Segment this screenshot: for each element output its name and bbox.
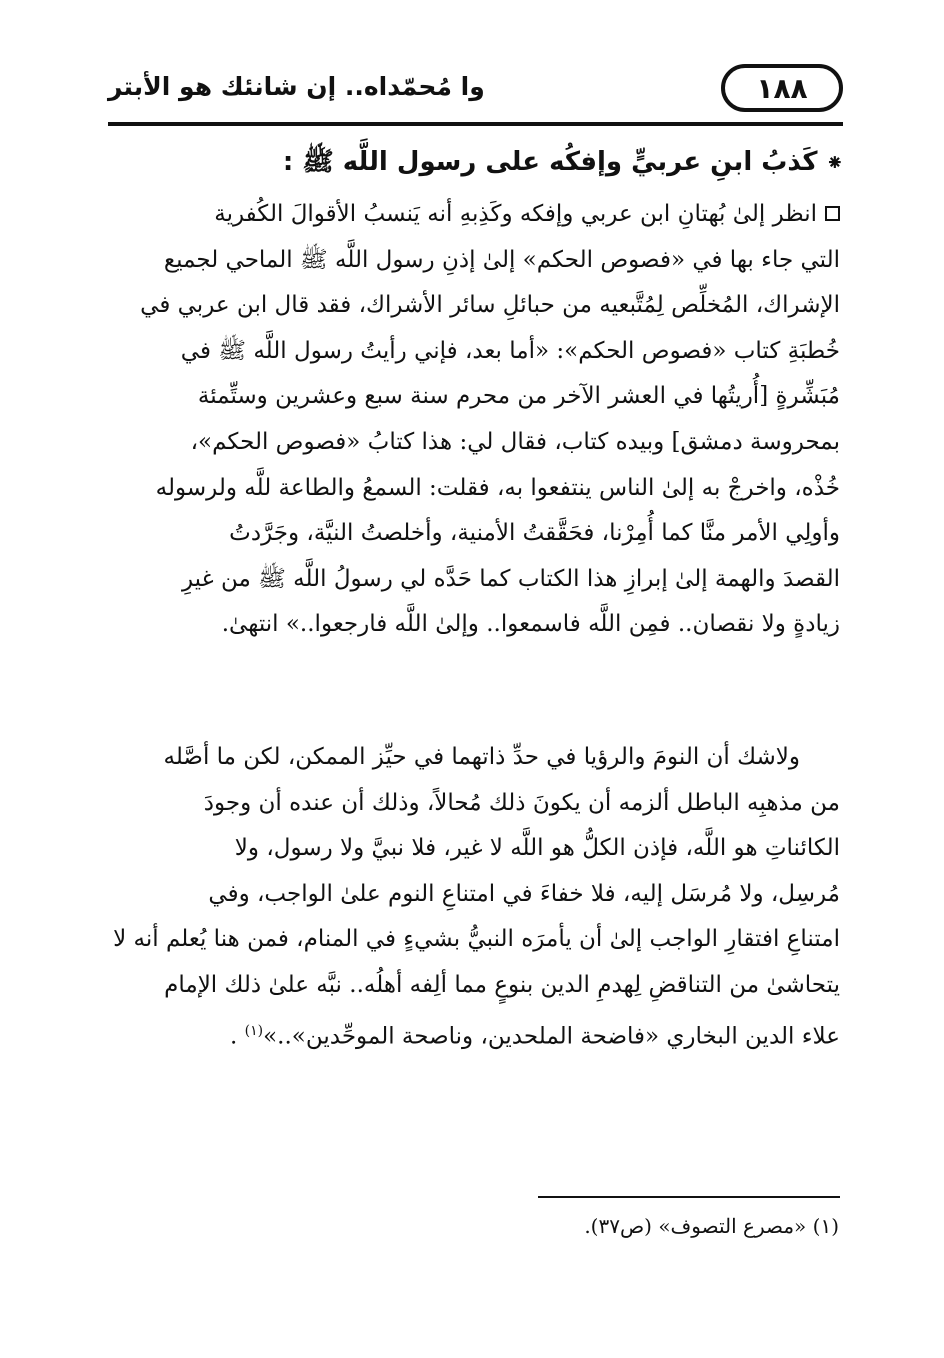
text-line: مُرسِل، ولا مُرسَل إليه، فلا خفاءَ في امتناعِ النوم علىٰ الواجب، وفي [208, 880, 840, 907]
header-title: وا مُحمّداه.. إن شانئك هو الأبتر [108, 72, 485, 101]
header-rule [108, 122, 843, 126]
text-line: بمحروسة دمشق] وبيده كتاب، فقال لي: هذا كتابُ «فصوص الحكم»، [190, 428, 840, 455]
footnote-reference: (١) [244, 1022, 264, 1039]
text-line: مُبَشِّرةٍ [أُريتُها في العشر الآخر من محرم سنة سبع وعشرين وستِّمئة [197, 383, 840, 410]
text-line [104, 1009, 840, 1060]
text-line: الكائناتِ هو اللَّه، فإذن الكلُّ هو اللَّه لا غير، فلا نبيَّ ولا رسول، ولا [234, 835, 840, 862]
section-heading [104, 145, 844, 183]
text-line: خُطبَةِ كتاب «فصوص الحكم»: «أما بعد، فإني رأيتُ رسول اللَّه ﷺ في [180, 337, 840, 364]
text-line: ولاشك أن النومَ والرؤيا في حدِّ ذاتهما في حيِّز الممكن، لكن ما أصَّله [163, 744, 800, 770]
footnote: (١) «مصرع التصوف» (ص٣٧). [584, 1214, 839, 1238]
end-punctuation: . [229, 1023, 245, 1050]
text-line: من مذهبِه الباطل ألزمه أن يكونَ ذلك مُحالاً، وذلك أن عنده أن وجودَ [203, 789, 840, 816]
star-icon: ⁕ [825, 151, 844, 176]
square-bullet-icon [825, 206, 840, 221]
paragraph-2 [104, 735, 840, 1060]
text-line-content: انظر إلىٰ بُهتانِ ابن عربي وإفكه وكَذِبهِ أنه يَنسبُ الأقوالَ الكُفرية [214, 201, 817, 227]
page-number: ١٨٨ [721, 64, 843, 112]
text-line: زيادةٍ ولا نقصان.. فمِن اللَّه فاسمعوا.. وإلىٰ اللَّه فارجعوا..» انتهىٰ. [221, 611, 840, 638]
text-line: القصدَ والهمة إلىٰ إبرازِ هذا الكتاب كما حَدَّه لي رسولُ اللَّه ﷺ من غيرِ [181, 565, 840, 592]
text-line: التي جاء بها في «فصوص الحكم» إلىٰ إذنِ رسول اللَّه ﷺ الماحي لجميع [163, 246, 840, 273]
text-line: امتناعِ افتقارِ الواجب إلىٰ أن يأمرَه النبيُّ بشيءٍ في المنام، فمن هنا يُعلم أنه لا [113, 926, 840, 953]
text-line: يتحاشىٰ من التناقضِ لِهدمِ الدين بنوعٍ مما ألِفه أهلُه.. نبَّه علىٰ ذلك الإمام [164, 971, 840, 998]
paragraph-1 [104, 192, 840, 648]
text-line: وأولِي الأمر منَّا كما أُمِرْنا، فحَقَّقتُ الأمنية، وأخلصتُ النيَّة، وجَرَّدتُ [229, 520, 840, 547]
section-heading-text: كَذبُ ابنِ عربيٍّ وإفكُه على رسول اللَّه ﷺ : [282, 147, 818, 177]
text-line-content: علاء الدين البخاري «فاضحة الملحدين، وناصحة الموحِّدين»..» [263, 1023, 840, 1050]
running-header [108, 62, 843, 124]
text-line: الإشراك، المُخلِّص لِمُتَّبعيه من حبائلِ سائر الأشراك، فقد قال ابن عربي في [140, 292, 840, 319]
text-line [104, 192, 840, 238]
footnote-separator [538, 1196, 840, 1198]
text-line: خُذْه، واخرجْ به إلىٰ الناس ينتفعوا به، فقلت: السمعُ والطاعة للَّه ولرسوله [155, 474, 840, 501]
